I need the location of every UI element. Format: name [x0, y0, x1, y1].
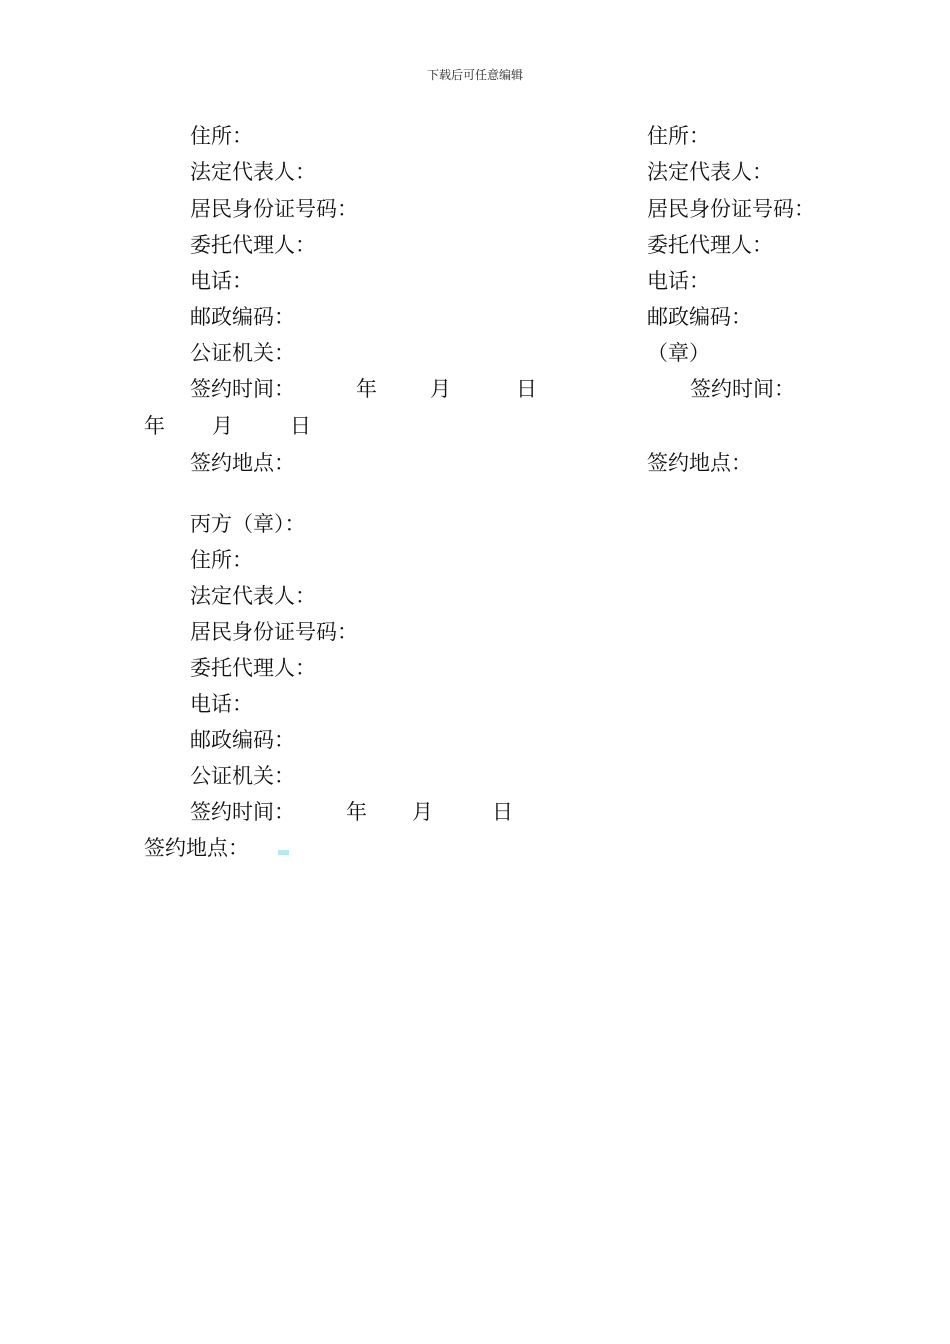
- party-a-postcode-label: 邮政编码：: [190, 305, 295, 329]
- party-a-legal-rep-label: 法定代表人：: [190, 160, 316, 184]
- party-a-sign-time-label: 签约时间：: [190, 377, 295, 401]
- party-a-notary-label: 公证机关：: [190, 341, 295, 365]
- party-b-year-label: 年: [144, 414, 165, 438]
- party-b-id-number-label: 居民身份证号码：: [647, 197, 815, 221]
- party-c-sign-place-label: 签约地点：: [144, 836, 249, 860]
- party-a-address-label: 住所：: [190, 124, 253, 148]
- party-c-month-label: 月: [412, 800, 433, 824]
- party-a-phone-label: 电话：: [190, 269, 253, 293]
- party-b-phone-label: 电话：: [647, 269, 710, 293]
- party-b-seal-label: （章）: [647, 341, 710, 365]
- party-c-phone-label: 电话：: [190, 692, 253, 716]
- party-b-day-label: 日: [290, 414, 311, 438]
- party-c-day-label: 日: [492, 800, 513, 824]
- party-c-sign-time-label: 签约时间：: [190, 800, 295, 824]
- party-b-address-label: 住所：: [647, 124, 710, 148]
- party-b-agent-label: 委托代理人：: [647, 233, 773, 257]
- party-c-legal-rep-label: 法定代表人：: [190, 584, 316, 608]
- party-a-id-number-label: 居民身份证号码：: [190, 197, 358, 221]
- party-a-month-label: 月: [430, 377, 451, 401]
- party-c-address-label: 住所：: [190, 548, 253, 572]
- text-cursor-highlight: [278, 850, 289, 855]
- party-c-agent-label: 委托代理人：: [190, 656, 316, 680]
- party-a-day-label: 日: [516, 377, 537, 401]
- party-b-sign-place-label: 签约地点：: [647, 451, 752, 475]
- party-a-sign-place-label: 签约地点：: [190, 451, 295, 475]
- party-b-postcode-label: 邮政编码：: [647, 305, 752, 329]
- party-c-notary-label: 公证机关：: [190, 764, 295, 788]
- party-a-year-label: 年: [356, 377, 377, 401]
- party-c-year-label: 年: [346, 800, 367, 824]
- party-b-legal-rep-label: 法定代表人：: [647, 160, 773, 184]
- party-c-id-number-label: 居民身份证号码：: [190, 620, 358, 644]
- party-a-agent-label: 委托代理人：: [190, 233, 316, 257]
- page-header: 下载后可任意编辑: [426, 68, 523, 82]
- party-c-postcode-label: 邮政编码：: [190, 728, 295, 752]
- party-b-month-label: 月: [212, 414, 233, 438]
- party-b-sign-time-label: 签约时间：: [690, 377, 795, 401]
- party-c-title: 丙方（章）：: [190, 512, 306, 536]
